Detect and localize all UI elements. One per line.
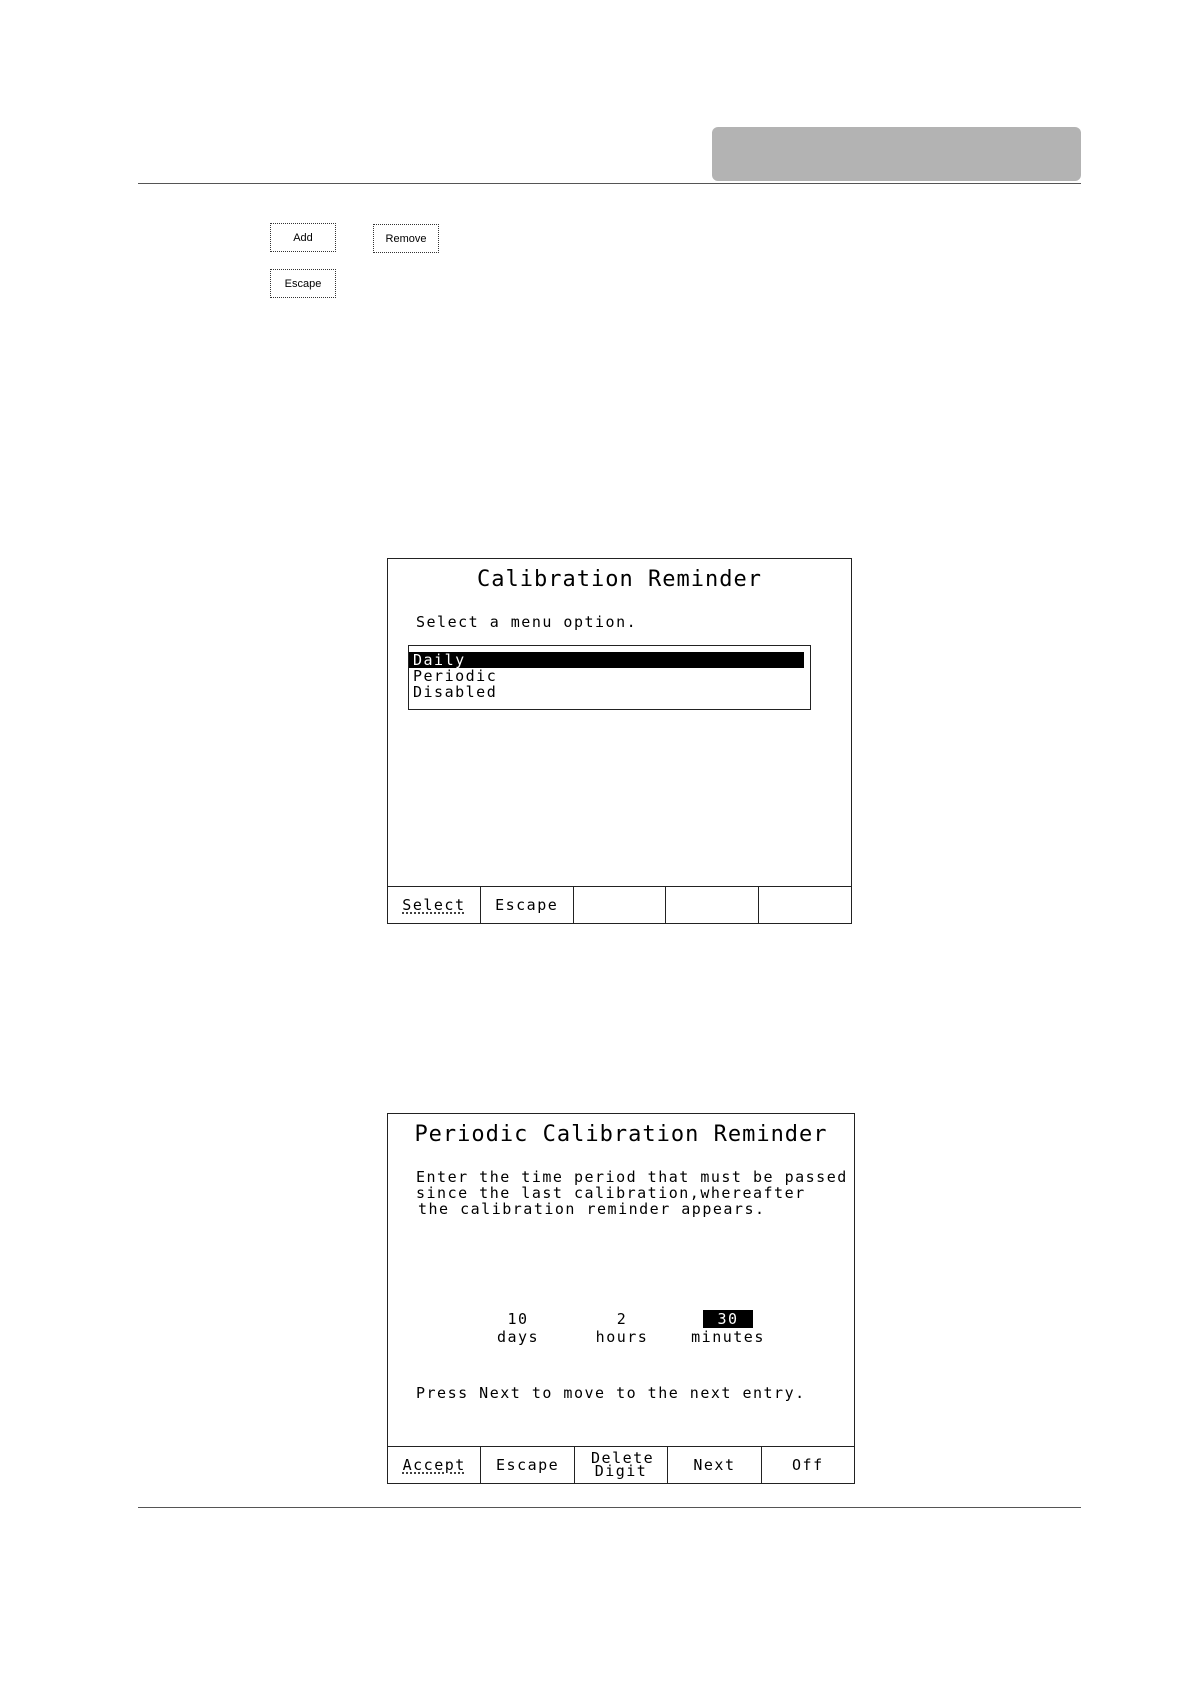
off-softkey[interactable]: Off <box>792 1455 824 1474</box>
minutes-value[interactable]: 30 <box>703 1310 753 1328</box>
hours-label: hours <box>595 1328 649 1346</box>
instruction-line-2: since the last calibration,whereafter <box>416 1184 806 1202</box>
prompt-text: Select a menu option. <box>416 613 638 631</box>
escape-key[interactable]: Escape <box>270 269 336 298</box>
days-value[interactable]: 10 <box>507 1310 529 1328</box>
escape-softkey[interactable]: Escape <box>481 1447 574 1483</box>
screen-title: Periodic Calibration Reminder <box>414 1122 828 1147</box>
function-key-bar <box>388 1446 854 1483</box>
minutes-label: minutes <box>691 1328 765 1346</box>
header-rule <box>138 183 1081 184</box>
hours-field[interactable] <box>582 1310 662 1346</box>
softkey-5[interactable] <box>759 887 851 923</box>
days-label: days <box>496 1328 540 1346</box>
hours-value[interactable]: 2 <box>616 1310 628 1328</box>
remove-key[interactable]: Remove <box>373 224 439 253</box>
periodic-calibration-reminder-screen <box>387 1113 855 1484</box>
days-field[interactable] <box>483 1310 553 1346</box>
escape-softkey[interactable]: Escape <box>481 887 574 923</box>
menu-list <box>408 645 811 710</box>
instruction-line-3: the calibration reminder appears. <box>418 1200 766 1218</box>
select-softkey[interactable]: Select <box>388 887 481 923</box>
next-softkey[interactable]: Next <box>668 1447 761 1483</box>
calibration-reminder-screen <box>387 558 852 924</box>
hint-text: Press Next to move to the next entry. <box>416 1384 806 1402</box>
function-key-bar <box>388 886 851 923</box>
delete-digit-softkey[interactable]: Delete Digit <box>575 1447 668 1483</box>
menu-item-periodic[interactable]: Periodic <box>413 667 498 685</box>
menu-item-disabled[interactable]: Disabled <box>413 683 498 701</box>
softkey-4[interactable] <box>666 887 759 923</box>
menu-item-daily[interactable]: Daily <box>409 652 804 668</box>
accept-softkey[interactable]: Accept <box>388 1447 481 1483</box>
header-tab <box>712 127 1081 181</box>
add-key[interactable]: Add <box>270 223 336 252</box>
minutes-field[interactable] <box>688 1310 768 1346</box>
softkey-3[interactable] <box>574 887 667 923</box>
footer-rule <box>138 1507 1081 1508</box>
instruction-line-1: Enter the time period that must be passed <box>416 1168 848 1186</box>
screen-title: Calibration Reminder <box>477 567 762 592</box>
